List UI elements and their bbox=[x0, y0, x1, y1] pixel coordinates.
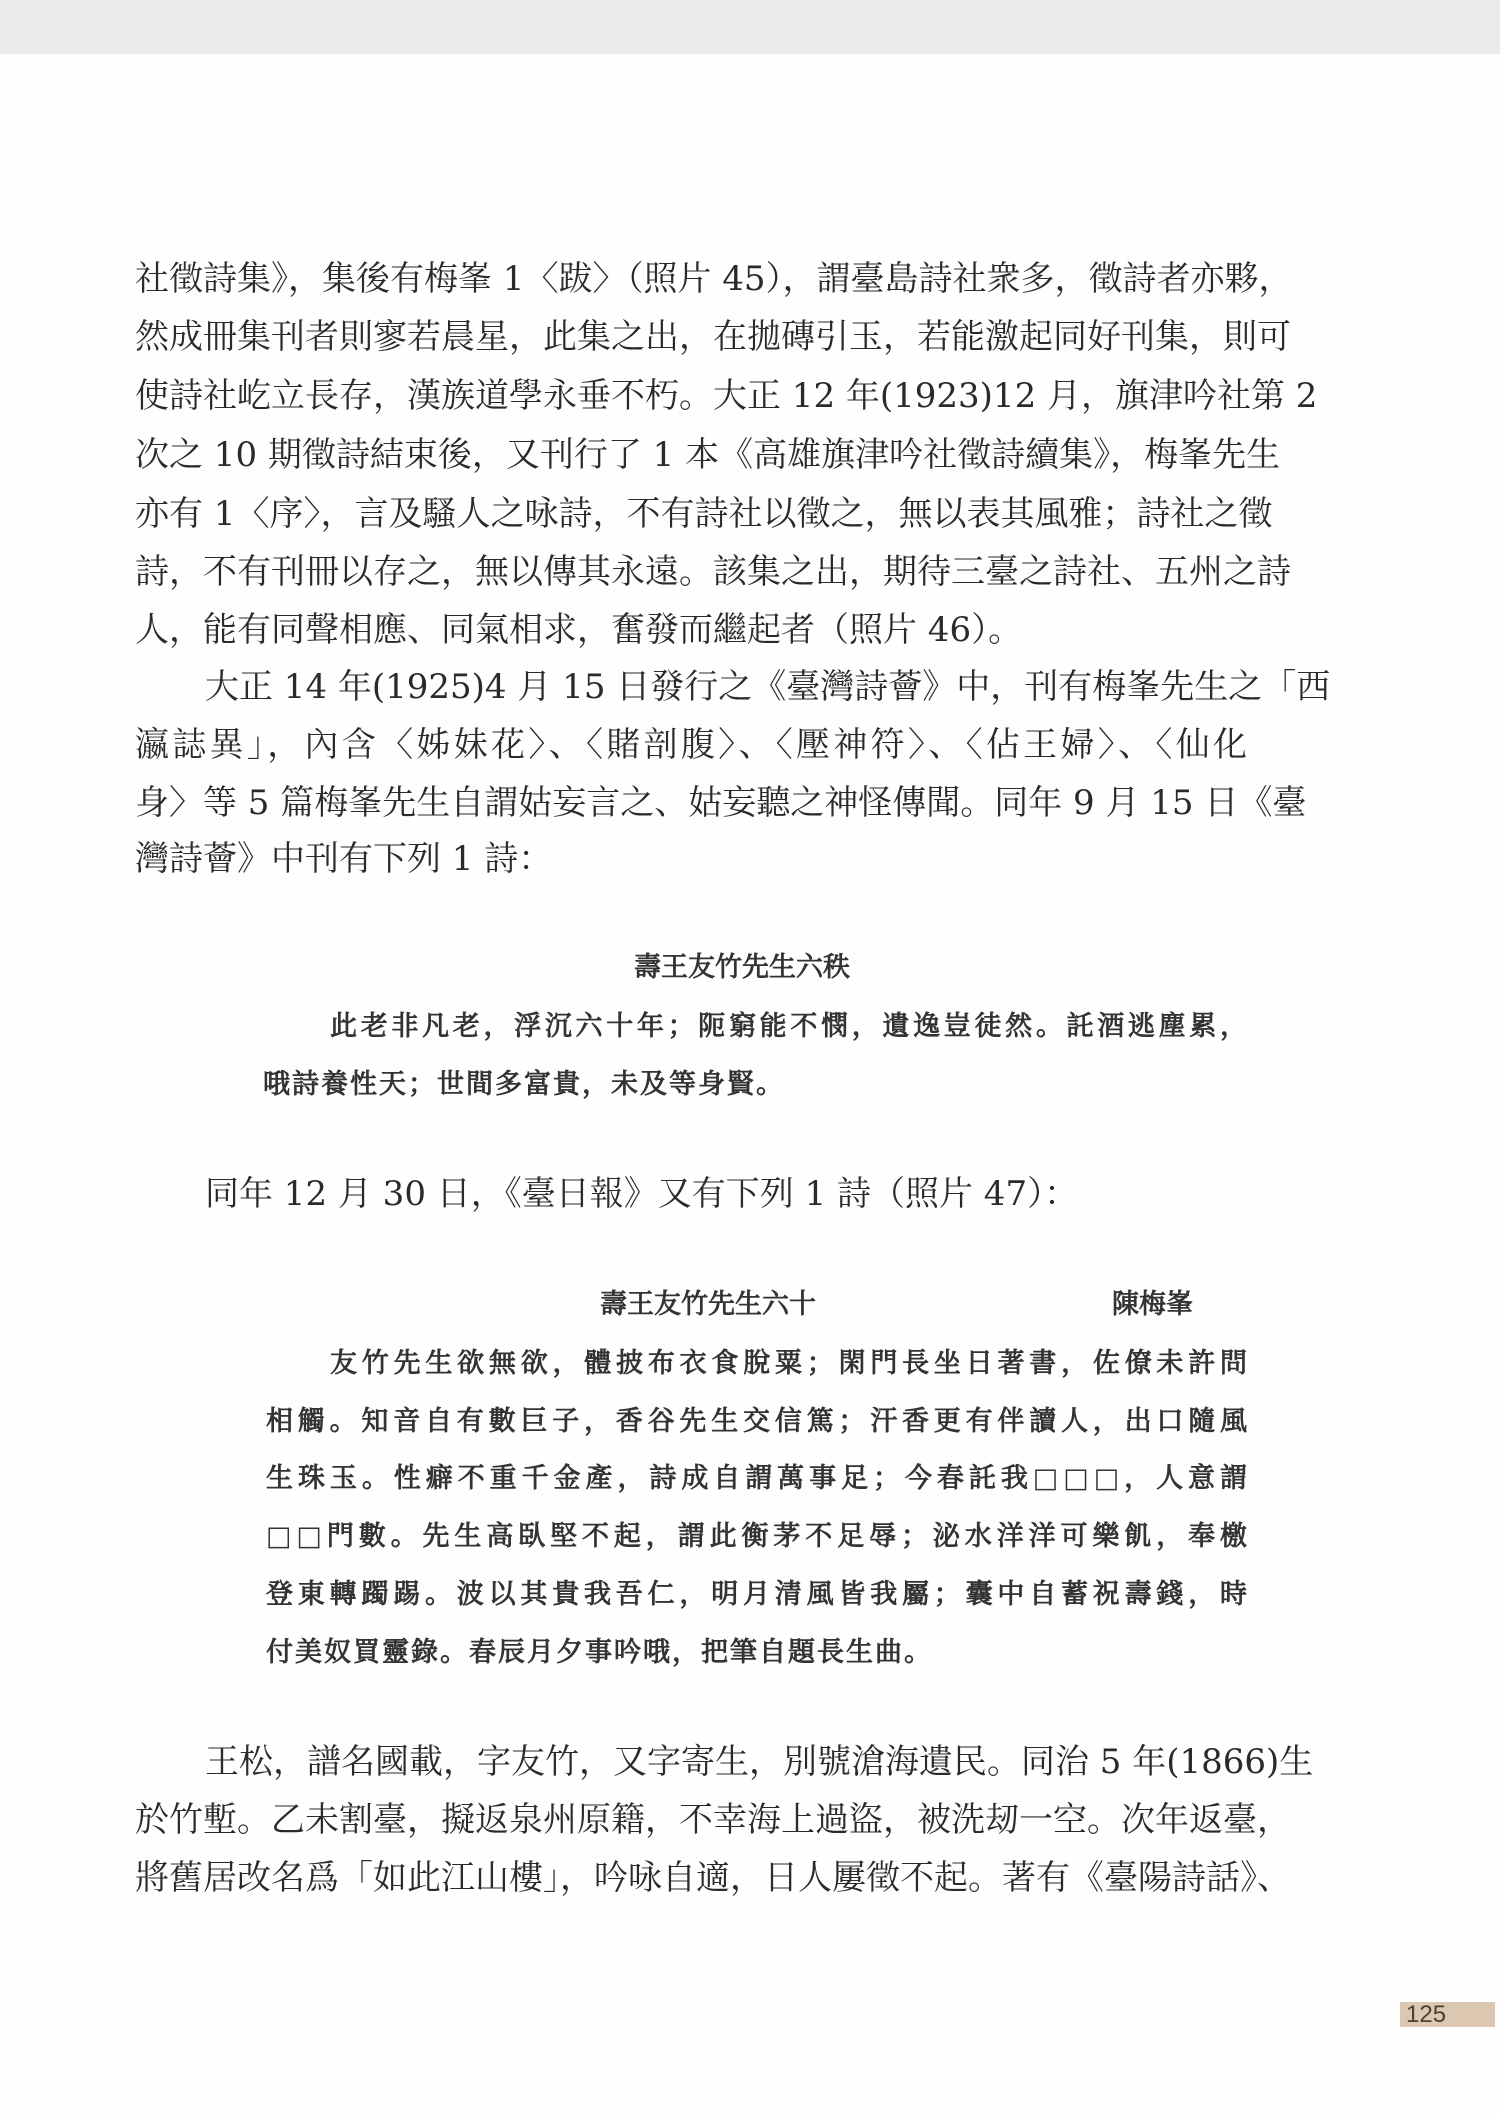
text-line: 然成冊集刊者則寥若晨星，此集之出，在拋磚引玉，若能激起同好刊集，則可 bbox=[135, 317, 1291, 357]
poem-line: 生珠玉。性癖不重千金產，詩成自謂萬事足；今春託我□□□，人意謂 bbox=[266, 1463, 1247, 1494]
text-line: 人，能有同聲相應、同氣相求，奮發而繼起者（照片 46）。 bbox=[135, 610, 1023, 650]
text-line: 大正 14 年(1925)4 月 15 日發行之《臺灣詩薈》中，刊有梅峯先生之「西 bbox=[205, 667, 1331, 707]
text-line: 灣詩薈》中刊有下列 1 詩： bbox=[135, 839, 553, 879]
poem-line: 相觸。知音自有數巨子，香谷先生交信篤；汗香更有伴讀人，出口隨風 bbox=[266, 1406, 1247, 1437]
text-line: 次之 10 期徵詩結束後，又刊行了 1 本《高雄旗津吟社徵詩續集》，梅峯先生 bbox=[135, 435, 1281, 475]
page-number: 125 bbox=[1400, 2002, 1495, 2027]
text-line: 詩，不有刊冊以存之，無以傳其永遠。該集之出，期待三臺之詩社、五州之詩 bbox=[135, 552, 1291, 592]
text-line: 亦有 1〈序〉，言及騷人之咏詩，不有詩社以徵之，無以表其風雅；詩社之徵 bbox=[135, 494, 1273, 534]
text-line: 瀛誌異」，內含〈姊妹花〉、〈賭剖腹〉、〈壓神符〉、〈佔王婦〉、〈仙化 bbox=[135, 725, 1247, 765]
text-line: 於竹塹。乙未割臺，擬返泉州原籍，不幸海上過盜，被洗刼一空。次年返臺， bbox=[135, 1800, 1291, 1840]
poem-line: 付美奴買靈錄。春辰月夕事吟哦，把筆自題長生曲。 bbox=[266, 1637, 933, 1668]
poem-title: 壽王友竹先生六秩 bbox=[634, 952, 850, 983]
text-line: 將舊居改名爲「如此江山樓」，吟咏自適，日人屢徵不起。著有《臺陽詩話》、 bbox=[135, 1858, 1291, 1898]
text-line: 使詩社屹立長存，漢族道學永垂不朽。大正 12 年(1923)12 月，旗津吟社第 2 bbox=[135, 376, 1318, 416]
poem-line: 哦詩養性天；世間多富貴，未及等身賢。 bbox=[263, 1069, 785, 1100]
poem-line: 此老非凡老，浮沉六十年；阨窮能不憫，遺逸豈徒然。託酒逃塵累， bbox=[330, 1011, 1247, 1042]
paragraph-3: 同年 12 月 30 日，《臺日報》又有下列 1 詩（照片 47）： bbox=[205, 1174, 1079, 1214]
poem-title: 壽王友竹先生六十 bbox=[600, 1289, 816, 1320]
poem-line: □□門數。先生高臥堅不起，謂此衡茅不足辱；泌水洋洋可樂飢，奉檄 bbox=[266, 1521, 1247, 1552]
poem-line: 友竹先生欲無欲，體披布衣食脫粟；閑門長坐日著書，佐僚未許問 bbox=[330, 1348, 1247, 1379]
poem-line: 登東轉躅踢。波以其貴我吾仁，明月清風皆我屬；囊中自蓄祝壽錢，時 bbox=[266, 1579, 1247, 1610]
poem-author: 陳梅峯 bbox=[1112, 1289, 1193, 1320]
text-line: 社徵詩集》，集後有梅峯 1〈跋〉（照片 45），謂臺島詩社衆多，徵詩者亦夥， bbox=[135, 259, 1293, 299]
text-line: 身〉等 5 篇梅峯先生自謂姑妄言之、姑妄聽之神怪傳聞。同年 9 月 15 日《臺 bbox=[135, 783, 1307, 823]
text-line: 王松，譜名國載，字友竹，又字寄生，別號滄海遺民。同治 5 年(1866)生 bbox=[205, 1742, 1314, 1782]
scan-top-band bbox=[0, 0, 1500, 54]
